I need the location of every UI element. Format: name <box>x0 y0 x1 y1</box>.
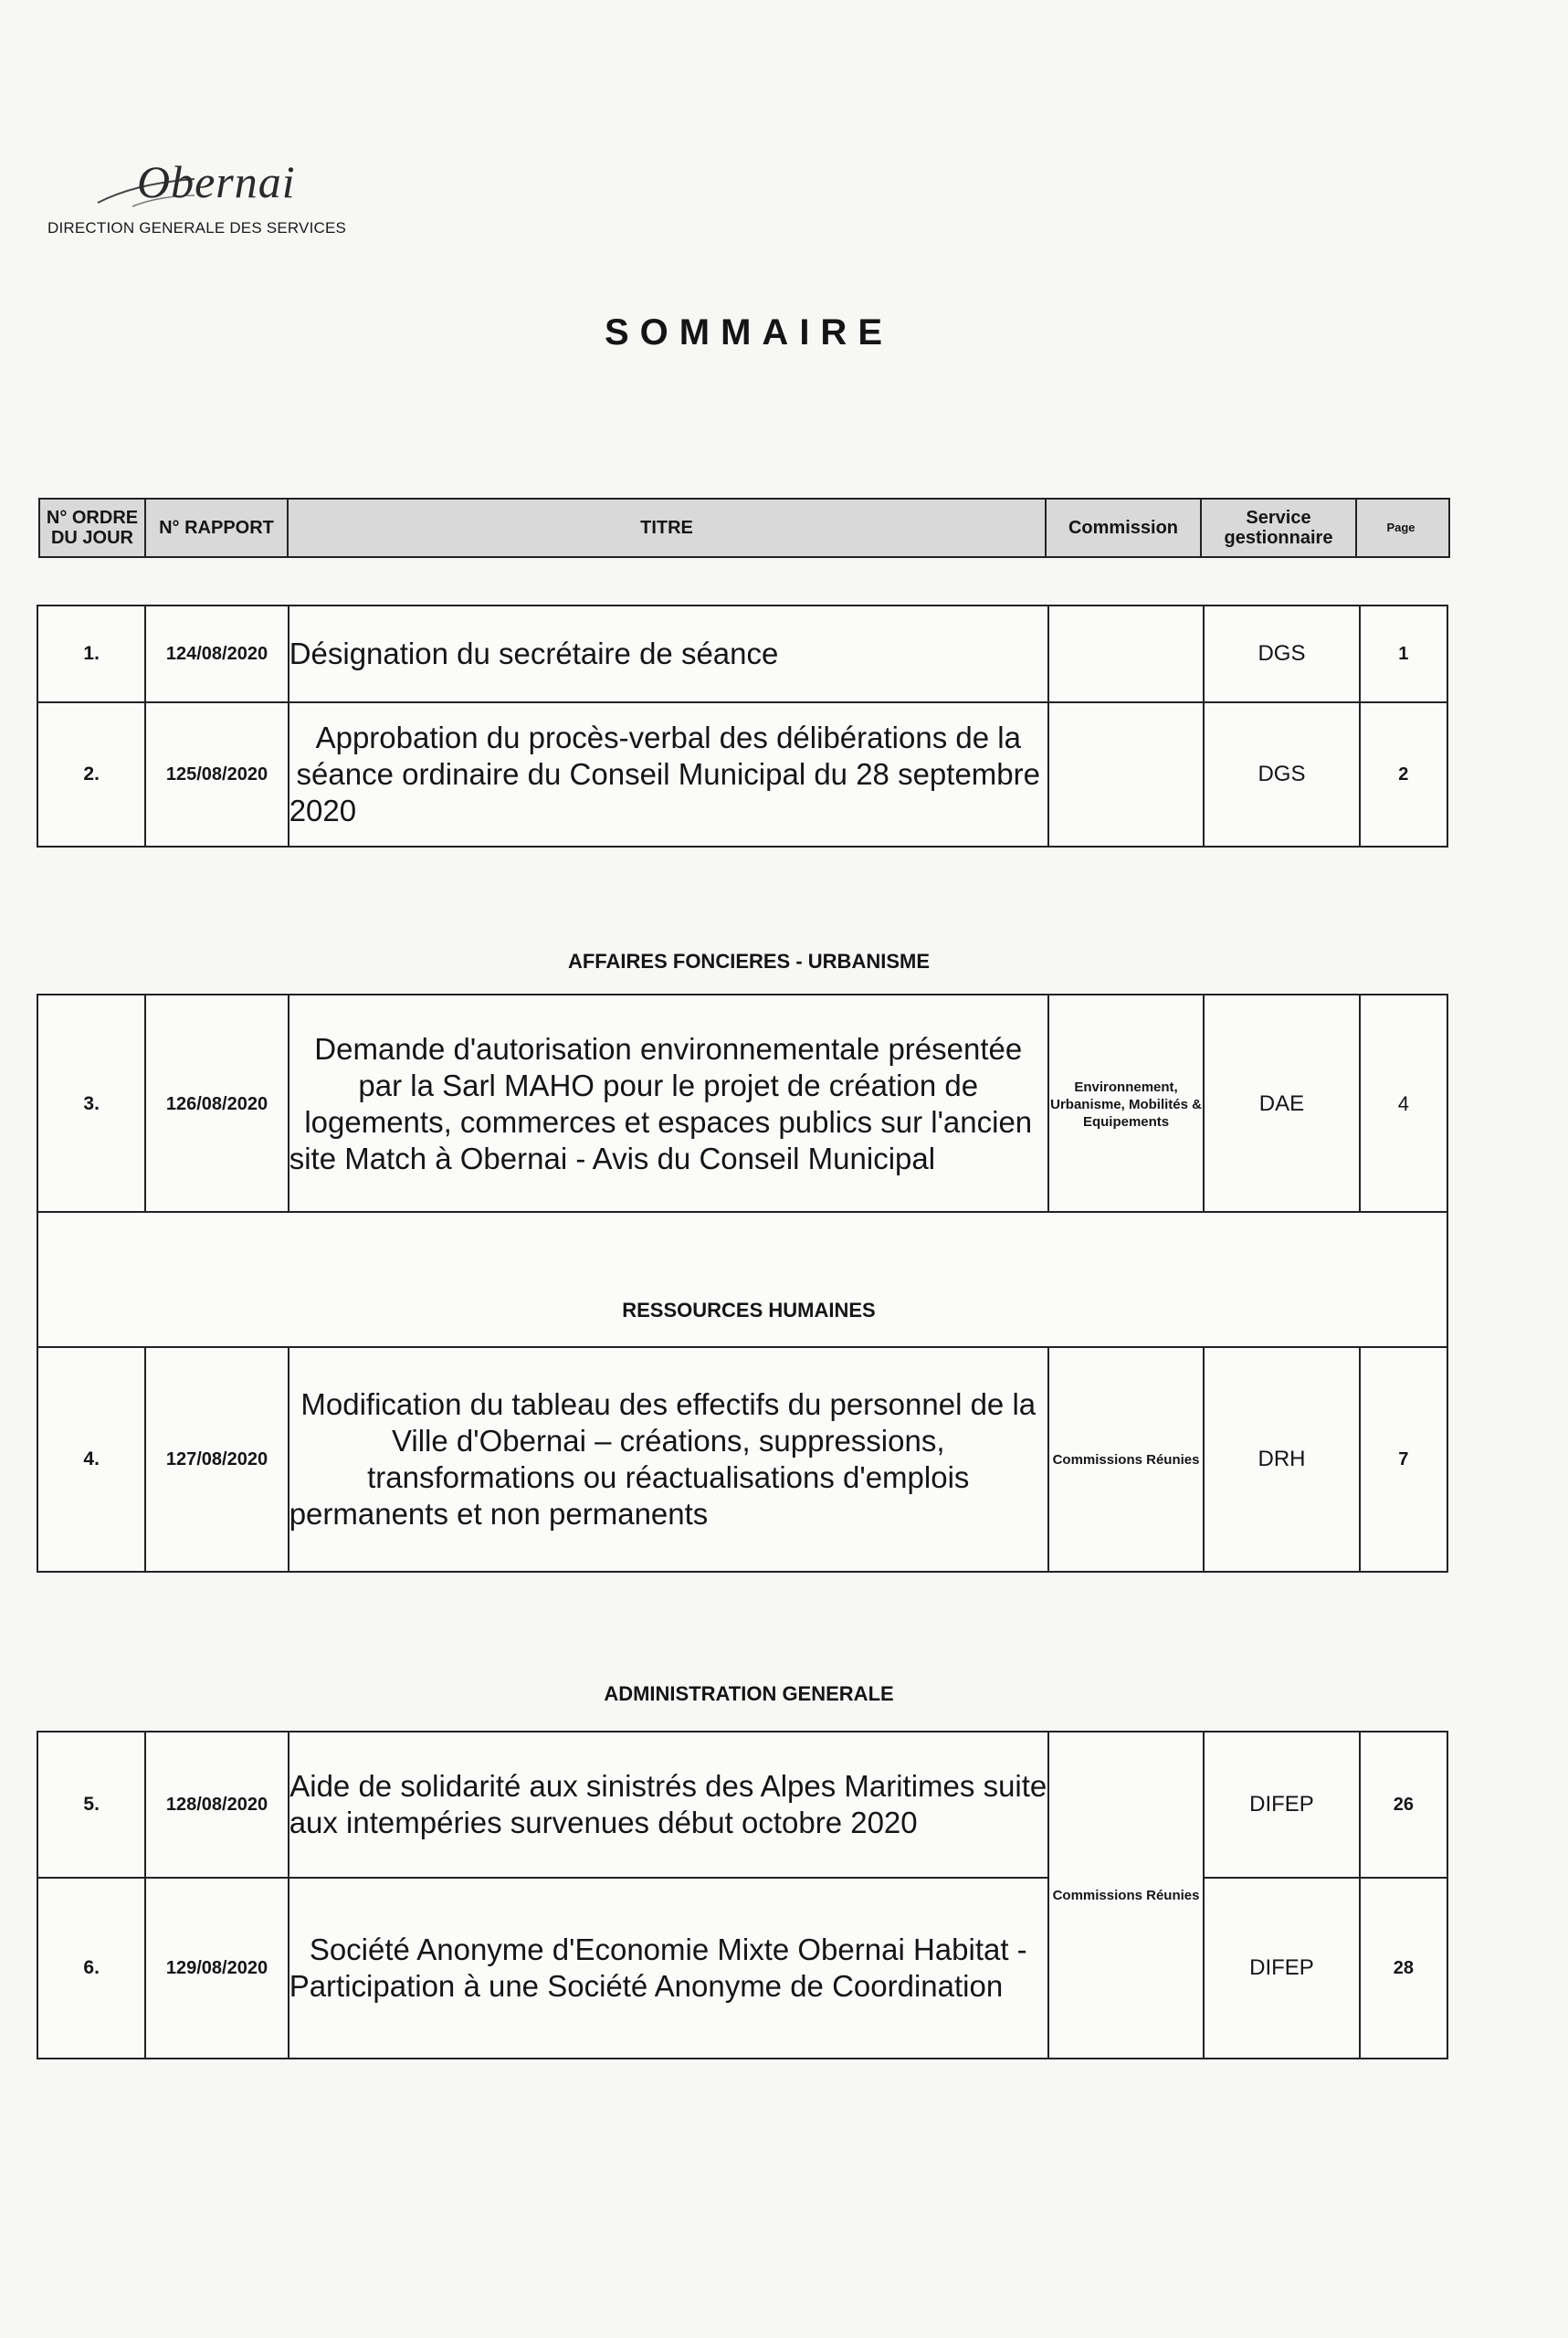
row-title: Demande d'autorisation environnementale présentée par la Sarl MAHO pour le projet de création de logements, commerces et espaces publics sur l'ancien site Match à Obernai - Avis du Conseil Municipal <box>289 995 1048 1214</box>
row-commission <box>1048 702 1204 847</box>
row-page: 4 <box>1360 995 1447 1214</box>
section-title-rh: RESSOURCES HUMAINES <box>622 1299 876 1322</box>
row-title: Aide de solidarité aux sinistrés des Alpes Maritimes suite aux intempéries survenues début octobre 2020 <box>289 1732 1048 1878</box>
row-service: DIFEP <box>1204 1732 1359 1878</box>
row-title: Modification du tableau des effectifs du personnel de la Ville d'Obernai – créations, suppressions, transformations ou réactualisations d'emplois permanents et non permanents <box>289 1347 1048 1572</box>
table-group-admin <box>37 1731 1448 2059</box>
table-row <box>37 702 1447 847</box>
row-rapport: 129/08/2020 <box>145 1878 288 2059</box>
table-header <box>38 498 1450 558</box>
row-title: Approbation du procès-verbal des délibérations de la séance ordinaire du Conseil Municipal du 28 septembre 2020 <box>289 702 1048 847</box>
obernai-logo: Obernai <box>137 156 296 207</box>
table-row <box>37 995 1447 1214</box>
row-rapport: 128/08/2020 <box>145 1732 288 1878</box>
section-title-admin: ADMINISTRATION GENERALE <box>604 1682 894 1705</box>
row-service: DRH <box>1204 1347 1359 1572</box>
row-number: 4. <box>37 1347 145 1572</box>
row-number: 5. <box>37 1732 145 1878</box>
table-group-rh <box>37 1346 1448 1573</box>
row-title: Désignation du secrétaire de séance <box>289 606 1048 702</box>
section-frame-rh <box>37 1211 1448 1348</box>
row-page: 28 <box>1360 1878 1447 2059</box>
row-service: DGS <box>1204 606 1359 702</box>
row-commission: Commissions Réunies <box>1048 1347 1204 1572</box>
row-rapport: 125/08/2020 <box>145 702 288 847</box>
row-number: 2. <box>37 702 145 847</box>
col-header-service: Service gestionnaire <box>1202 500 1357 556</box>
table-row <box>37 1347 1447 1572</box>
row-number: 6. <box>37 1878 145 2059</box>
row-number: 3. <box>37 995 145 1214</box>
row-service: DGS <box>1204 702 1359 847</box>
row-service: DIFEP <box>1204 1878 1359 2059</box>
row-commission: Environnement, Urbanisme, Mobilités & Equipements <box>1048 995 1204 1214</box>
col-header-page: Page <box>1386 521 1415 534</box>
row-commission <box>1048 606 1204 702</box>
row-service: DAE <box>1204 995 1359 1214</box>
col-header-rapport: N° RAPPORT <box>146 500 289 556</box>
row-page: 2 <box>1360 702 1447 847</box>
section-title-foncieres: AFFAIRES FONCIERES - URBANISME <box>567 950 931 973</box>
col-header-titre: TITRE <box>289 500 1047 556</box>
table-row <box>37 1732 1447 1878</box>
row-rapport: 124/08/2020 <box>145 606 288 702</box>
table-group-general <box>37 605 1448 848</box>
row-rapport: 127/08/2020 <box>145 1347 288 1572</box>
organization-name: DIRECTION GENERALE DES SERVICES <box>47 219 347 237</box>
document-title: SOMMAIRE <box>605 312 893 353</box>
table-row <box>37 1878 1447 2059</box>
row-title: Société Anonyme d'Economie Mixte Obernai Habitat - Participation à une Société Anonyme de Coordination <box>289 1878 1048 2059</box>
row-number: 1. <box>37 606 145 702</box>
col-header-ordre: N° ORDRE DU JOUR <box>40 500 146 556</box>
table-row <box>37 606 1447 702</box>
table-group-foncieres <box>37 994 1448 1215</box>
row-page: 1 <box>1360 606 1447 702</box>
row-page: 26 <box>1360 1732 1447 1878</box>
col-header-commission: Commission <box>1047 500 1202 556</box>
row-rapport: 126/08/2020 <box>145 995 288 1214</box>
row-commission: Commissions Réunies <box>1048 1732 1204 2059</box>
row-page: 7 <box>1360 1347 1447 1572</box>
